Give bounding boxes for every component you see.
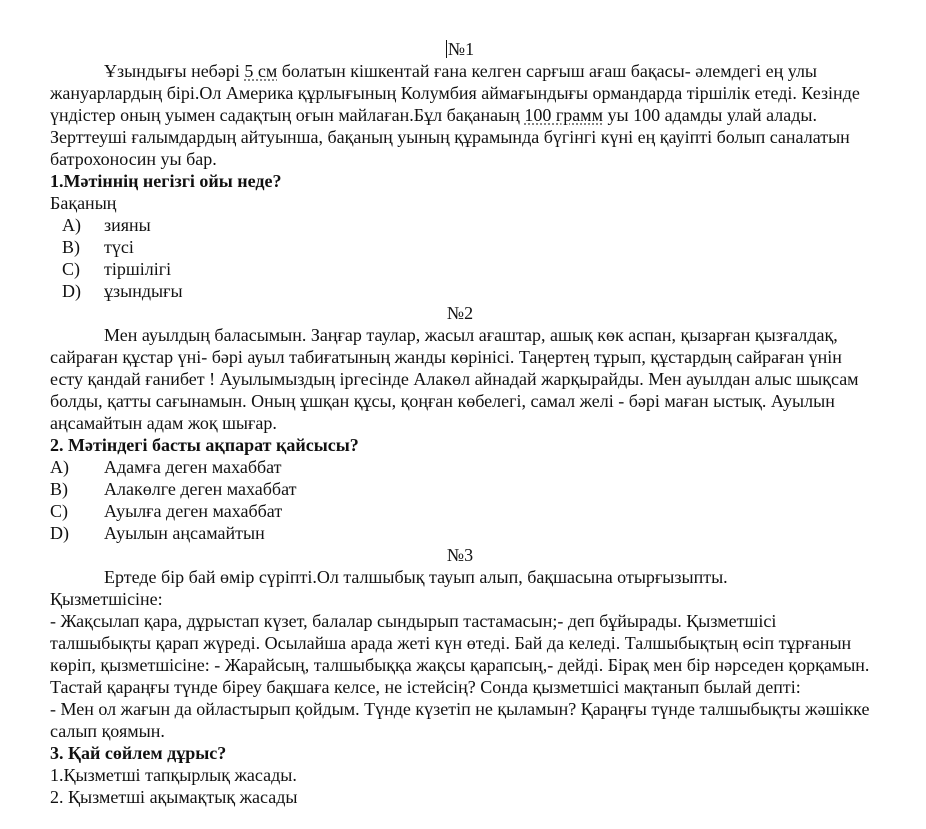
section-1-number: №1 (447, 39, 475, 59)
question-3: 3. Қай сөйлем дұрыс? (50, 743, 227, 763)
question-1-options (50, 214, 870, 302)
question-1-lead: Бақаның (50, 193, 117, 213)
text-cursor (446, 40, 447, 58)
option: B) Алакөлге деген махаббат (50, 479, 297, 499)
section-3-number: №3 (446, 545, 474, 565)
section-3-line2: Қызметшісіне: (50, 589, 163, 609)
option: C) тіршілігі (62, 259, 172, 279)
answer-1: 1.Қызметші тапқырлық жасады. (50, 765, 297, 785)
question-2: 2. Мәтіндегі басты ақпарат қайсысы? (50, 435, 359, 455)
option: A) зияны (62, 215, 151, 235)
question-2-options (50, 456, 870, 544)
section-3-dialog-1: - Жақсылап қара, дұрыстап күзет, балалар сындырып тастамасын;- деп бұйырады. Қызметшісі талшыбықты қарап жүреді. Осылайша арада жеті күн өтеді. Бай да келеді. Талшыбықтың өсіп тұрғанын көріп, қызметшісіне: - Жарайсың, талшыбыққа жақсы қарапсың,- дейді. Бірақ мен бір нәрседен қорқамын. Тастай қараңғы түнде біреу бақшаға келсе, не істейсің? Сонда қызметшісі мақтанып былай депті: (50, 611, 870, 697)
section-1-text: Ұзындығы небәрі 5 см болатын кішкентай ғана келген сарғыш ағаш бақасы- әлемдегі ең улы жануарлардың бірі.Ол Америка құрлығының Колумбия аймағындығы ормандарда тіршілік етеді. Кезінде үндістер оның уымен садақтың оғын майлаған.Бұл бақанаың 100 грамм уы 100 адамды улай алады. Зерттеуші ғалымдардың айтуынша, бақаның уының құрамында бүгінгі күні ең қауіпті болып саналатын батрохоносин уы бар. (50, 61, 860, 169)
answer-2: 2. Қызметші ақымақтық жасады (50, 787, 298, 807)
option: B) түсі (62, 237, 134, 257)
section-2-text: Мен ауылдың баласымын. Заңғар таулар, жасыл ағаштар, ашық көк аспан, қызарған қызғалдақ, сайраған құстар үні- бәрі ауыл табиғатының жанды көрінісі. Таңертең тұрып, құстардың сайраған үнін есту қандай ғанибет ! Ауылымыздың іргесінде Алакөл айнадай жарқырайды. Мен ауылдан алыс шықсам болды, қатты сағынамын. Оның ұшқан құсы, қоңған көбелегі, самал желі - бәрі маған ыстық. Ауылын аңсамайтын адам жоқ шығар. (50, 325, 859, 433)
option: D) ұзындығы (62, 281, 183, 301)
option: A) Адамға деген махаббат (50, 457, 282, 477)
section-2-number: №2 (446, 303, 474, 323)
section-3-dialog-2: - Мен ол жағын да ойластырып қойдым. Түнде күзетіп не қыламын? Қараңғы түнде талшыбықты жәшікке салып қоямын. (50, 699, 870, 741)
question-1: 1.Мәтіннің негізгі ойы неде? (50, 171, 282, 191)
section-3-intro: Ертеде бір бай өмір сүріпті.Ол талшыбық тауып алып, бақшасына отырғызыпты. (104, 567, 728, 587)
option: C) Ауылға деген махаббат (50, 501, 283, 521)
document-page (50, 38, 870, 808)
option: D) Ауылын аңсамайтын (50, 523, 265, 543)
